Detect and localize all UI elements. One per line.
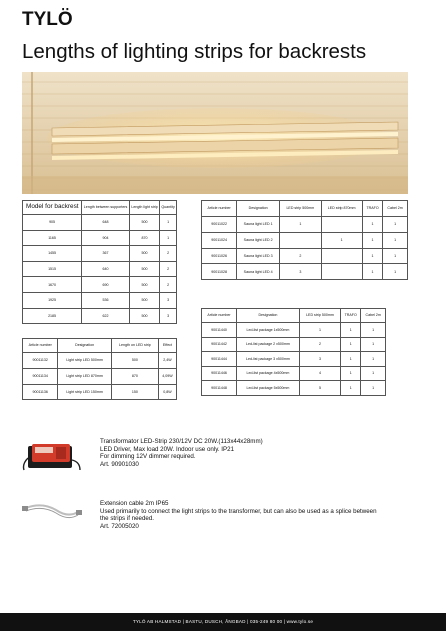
table-cell: 90011440 — [202, 323, 237, 338]
table-cell: 1670 — [23, 277, 82, 293]
table-cell: 90011028 — [202, 264, 237, 280]
column-header: TRAFO — [341, 309, 361, 323]
table-cell: 150 — [111, 384, 158, 400]
column-header: Length between supporters — [82, 201, 130, 215]
column-header: Designation — [237, 201, 280, 217]
column-header: Article number — [202, 309, 237, 323]
table-cell: 1 — [383, 232, 408, 248]
table-cell: Light strip LED 500mm — [58, 353, 111, 369]
table-row — [23, 353, 177, 369]
table-cell: 1 — [383, 264, 408, 280]
column-header: LED strip 500mm — [299, 309, 340, 323]
table-row — [23, 246, 177, 262]
table-cell — [321, 248, 362, 264]
table-cell: 2 — [299, 337, 340, 352]
table-cell: 1 — [361, 381, 386, 396]
page-title: Lengths of lighting strips for backrests — [22, 40, 367, 63]
table-cell: 1 — [361, 366, 386, 381]
table-row — [202, 352, 386, 367]
table-cell: 3 — [280, 264, 321, 280]
table-cell: 1 — [341, 366, 361, 381]
table-cell: 1 — [362, 264, 382, 280]
table-row — [23, 230, 177, 246]
table-cell: 1455 — [23, 246, 82, 262]
table-cell: Led-list package 3 x500mm — [237, 352, 300, 367]
table-cell: 648 — [82, 215, 130, 231]
table-cell: 4 — [299, 366, 340, 381]
column-header: Article number — [23, 339, 58, 353]
table-cell: 2 — [160, 246, 177, 262]
table-cell: 90011448 — [202, 381, 237, 396]
table-cell: 2,4W — [158, 353, 176, 369]
table-cell: 2 — [280, 248, 321, 264]
sauna-backrest-photo — [22, 72, 408, 194]
table-cell: 90011136 — [23, 384, 58, 400]
product-line: Extension cable 2m IP65 — [100, 500, 169, 507]
table-row — [23, 277, 177, 293]
table-cell: 1165 — [23, 230, 82, 246]
table-cell: 500 — [129, 215, 159, 231]
table-row — [23, 261, 177, 277]
table-cell: 870 — [129, 230, 159, 246]
table-cell: 90011132 — [23, 353, 58, 369]
table-header-row — [202, 309, 386, 323]
table-cell: Led-list package 2 x500mm — [237, 337, 300, 352]
product-line: Used primarily to connect the light strips to the transformer, but can also be used as a splice between — [100, 507, 377, 515]
table-cell: Sauna light LED 2 — [237, 232, 280, 248]
table-cell: 690 — [82, 277, 130, 293]
column-header: LED strip 500mm — [280, 201, 321, 217]
table-cell — [321, 217, 362, 233]
table-row — [202, 217, 408, 233]
column-header: Length on LED strip — [111, 339, 158, 353]
column-header: Designation — [58, 339, 111, 353]
table-cell: 90011442 — [202, 337, 237, 352]
table-cell: 500 — [111, 353, 158, 369]
table-row — [202, 323, 386, 338]
table-cell: 500 — [129, 277, 159, 293]
table-cell: Sauna light LED 3 — [237, 248, 280, 264]
table-row — [23, 384, 177, 400]
table-cell: 2 — [160, 261, 177, 277]
table-cell: Led-list package 1x500mm — [237, 323, 300, 338]
table-cell: 1 — [383, 248, 408, 264]
table-cell: 622 — [82, 308, 130, 324]
table-cell: 0,8W — [158, 384, 176, 400]
table-cell: 1 — [160, 230, 177, 246]
table-cell: 1 — [362, 232, 382, 248]
column-header: Effect — [158, 339, 176, 353]
table-cell — [280, 232, 321, 248]
table-cell: 367 — [82, 246, 130, 262]
table-cell: 1515 — [23, 261, 82, 277]
table-cell: Sauna light LED 4 — [237, 264, 280, 280]
table-row — [23, 215, 177, 231]
table-cell: 90011446 — [202, 366, 237, 381]
column-header: TRAFO — [362, 201, 382, 217]
table-cell: 1 — [341, 337, 361, 352]
table-cell: 500 — [129, 246, 159, 262]
product-line: Transformator LED-Strip 230/12V DC 20W.(113x44x28mm) — [100, 438, 263, 445]
table-cell: Led-list package 4x500mm — [237, 366, 300, 381]
table-cell: 1 — [362, 248, 382, 264]
table-cell: 2185 — [23, 308, 82, 324]
table-header-row — [23, 201, 177, 215]
table-cell: 1925 — [23, 292, 82, 308]
page-footer: TYLÖ AB HALMSTAD | BASTU, DUSCH, ÅNGBAD | 035-249 80 00 | www.tylo.se — [0, 613, 446, 631]
sauna-backrest-illustration — [22, 72, 408, 194]
table-cell: 1 — [361, 352, 386, 367]
table-cell: Sauna light LED 1 — [237, 217, 280, 233]
led-list-package-table — [201, 308, 386, 396]
product-line: the strips if needed. — [100, 515, 155, 523]
table-cell: 870 — [111, 368, 158, 384]
product-article-number: Art. 90901030 — [100, 460, 139, 468]
sauna-light-led-table — [201, 200, 408, 280]
table-cell: 90011444 — [202, 352, 237, 367]
table-cell: 1 — [362, 217, 382, 233]
product-line: For dimming 12V dimmer required. — [100, 453, 196, 461]
column-header: Cabel 2m — [361, 309, 386, 323]
table-row — [202, 264, 408, 280]
column-header: Model for backrest — [23, 201, 82, 215]
table-header-row — [202, 201, 408, 217]
table-cell: 500 — [129, 292, 159, 308]
table-cell: 904 — [82, 230, 130, 246]
table-cell: 5 — [299, 381, 340, 396]
table-cell: 1 — [361, 337, 386, 352]
table-row — [202, 248, 408, 264]
table-row — [202, 366, 386, 381]
table-cell: 1 — [280, 217, 321, 233]
extension-cable-image — [22, 496, 82, 531]
table-cell: 90011026 — [202, 248, 237, 264]
table-row — [23, 308, 177, 324]
table-cell: 1 — [299, 323, 340, 338]
table-row — [202, 337, 386, 352]
table-cell: Led-list package 5x500mm — [237, 381, 300, 396]
table-cell: 1 — [361, 323, 386, 338]
table-cell: 1 — [341, 323, 361, 338]
table-cell — [321, 264, 362, 280]
table-cell: 90011134 — [23, 368, 58, 384]
brand-logo — [22, 9, 92, 31]
column-header: Length light strip — [129, 201, 159, 215]
table-cell: Light strip LED 150mm — [58, 384, 111, 400]
table-cell: 4,09W — [158, 368, 176, 384]
column-header: Cabel 2m — [383, 201, 408, 217]
table-cell: 1 — [341, 352, 361, 367]
table-cell: 90011024 — [202, 232, 237, 248]
table-cell: 3 — [160, 308, 177, 324]
table-cell: 1 — [341, 381, 361, 396]
table-cell: 3 — [160, 292, 177, 308]
table-cell: 3 — [299, 352, 340, 367]
table-row — [202, 381, 386, 396]
table-row — [23, 368, 177, 384]
table-row — [23, 292, 177, 308]
table-cell: 1 — [160, 215, 177, 231]
product-article-number: Art. 72005020 — [100, 522, 139, 530]
table-cell: 640 — [82, 261, 130, 277]
table-cell: 536 — [82, 292, 130, 308]
table-row — [202, 232, 408, 248]
extension-cable-description — [100, 500, 377, 530]
product-line: LED Driver, Max load 20W. Indoor use only. IP21 — [100, 445, 235, 453]
light-strip-led-table — [22, 338, 177, 400]
table-cell: 2 — [160, 277, 177, 293]
column-header: LED strip 870mm — [321, 201, 362, 217]
logo-text: TYLÖ — [22, 9, 73, 30]
column-header: Designation — [237, 309, 300, 323]
column-header: Article number — [202, 201, 237, 217]
table-cell: 1 — [383, 217, 408, 233]
backrest-lengths-table — [22, 200, 177, 324]
table-cell: 1 — [321, 232, 362, 248]
table-cell: 500 — [129, 261, 159, 277]
transformer-image — [22, 436, 82, 479]
transformer-description — [100, 438, 263, 468]
table-header-row — [23, 339, 177, 353]
table-cell: 90011022 — [202, 217, 237, 233]
table-cell: 905 — [23, 215, 82, 231]
column-header: Quantity — [160, 201, 177, 215]
table-cell: Light strip LED 870mm — [58, 368, 111, 384]
table-cell: 500 — [129, 308, 159, 324]
